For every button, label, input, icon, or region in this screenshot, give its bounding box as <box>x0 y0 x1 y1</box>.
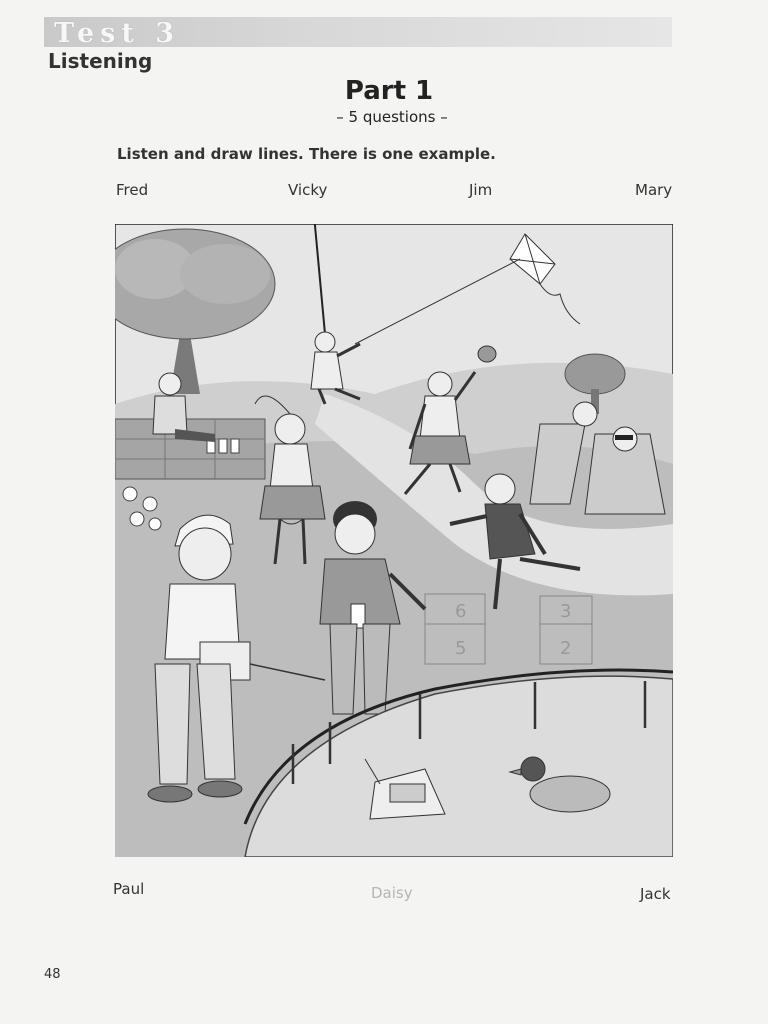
test-banner <box>44 17 672 47</box>
name-paul[interactable]: Paul <box>113 880 145 898</box>
hopscotch-number: 5 <box>455 638 467 659</box>
name-jack[interactable]: Jack <box>640 885 671 903</box>
hopscotch-number: 6 <box>455 601 467 622</box>
name-vicky[interactable]: Vicky <box>288 181 328 199</box>
part-subtitle: – 5 questions – <box>336 108 448 126</box>
hopscotch-number: 3 <box>560 601 572 622</box>
page-number: 48 <box>44 967 61 982</box>
test-label: Test 3 <box>54 18 181 49</box>
part-title: Part 1 <box>344 76 434 106</box>
name-mary[interactable]: Mary <box>635 181 673 199</box>
name-jim[interactable]: Jim <box>469 181 493 199</box>
hopscotch-number: 2 <box>560 638 572 659</box>
name-daisy[interactable]: Daisy <box>371 884 413 902</box>
instructions: Listen and draw lines. There is one example. <box>117 145 496 163</box>
name-fred[interactable]: Fred <box>116 181 149 199</box>
section-title: Listening <box>48 49 153 73</box>
park-scene-illustration <box>115 224 673 857</box>
